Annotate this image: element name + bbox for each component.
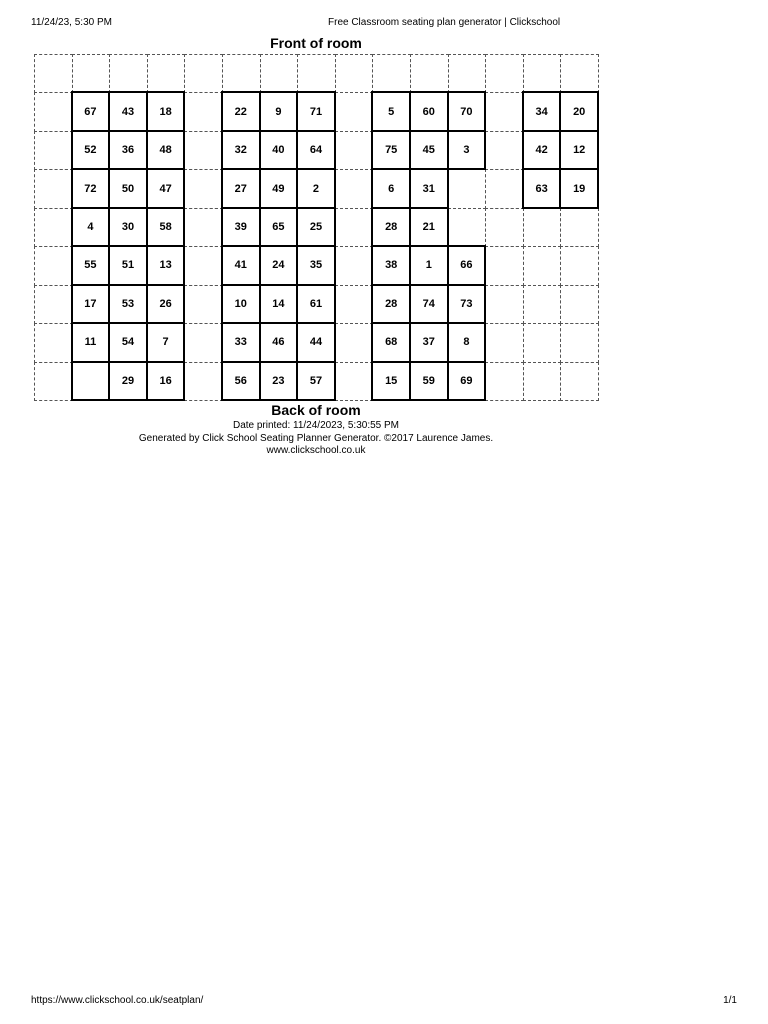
seat-desk: 37 xyxy=(409,322,449,362)
empty-seat-space xyxy=(560,208,599,247)
seat-desk: 47 xyxy=(146,168,186,208)
seat-desk: 19 xyxy=(559,168,599,208)
generated-by: Generated by Click School Seating Planner Generator. ©2017 Laurence James. xyxy=(138,433,494,444)
seat-desk: 34 xyxy=(522,91,562,131)
empty-seat-space xyxy=(34,208,73,247)
seat-desk: 72 xyxy=(71,168,111,208)
empty-seat-space xyxy=(523,323,562,362)
seat-desk: 70 xyxy=(447,91,487,131)
seat-desk: 53 xyxy=(108,284,148,324)
empty-seat-space xyxy=(109,54,148,93)
seat-desk: 40 xyxy=(259,130,299,170)
seat-desk: 22 xyxy=(221,91,261,131)
seat-desk: 31 xyxy=(409,168,449,208)
empty-seat-space xyxy=(485,246,524,285)
empty-seat-space xyxy=(34,92,73,131)
seat-desk: 41 xyxy=(221,245,261,285)
seat-desk: 15 xyxy=(371,361,411,401)
seat-desk: 28 xyxy=(371,284,411,324)
empty-seat-space xyxy=(485,131,524,170)
empty-seat-space xyxy=(147,54,186,93)
seat-desk: 5 xyxy=(371,91,411,131)
seat-desk: 65 xyxy=(259,207,299,247)
empty-seat-space xyxy=(184,169,223,208)
empty-seat-space xyxy=(410,54,449,93)
empty-seat-space xyxy=(34,131,73,170)
seat-desk: 30 xyxy=(108,207,148,247)
empty-seat-space xyxy=(184,131,223,170)
seat-desk: 18 xyxy=(146,91,186,131)
empty-seat-space xyxy=(184,54,223,93)
empty-seat-space xyxy=(448,169,487,208)
seat-desk: 54 xyxy=(108,322,148,362)
seat-desk: 59 xyxy=(409,361,449,401)
seat-desk: 24 xyxy=(259,245,299,285)
empty-seat-space xyxy=(523,362,562,401)
seat-desk: 33 xyxy=(221,322,261,362)
seat-desk: 66 xyxy=(447,245,487,285)
print-datetime: 11/24/23, 5:30 PM xyxy=(31,17,112,28)
seat-desk: 13 xyxy=(146,245,186,285)
page-number: 1/1 xyxy=(723,995,737,1006)
seat-desk: 32 xyxy=(221,130,261,170)
seat-desk: 61 xyxy=(296,284,336,324)
empty-seat-space xyxy=(184,246,223,285)
empty-seat-space xyxy=(34,246,73,285)
empty-seat-space xyxy=(260,54,299,93)
empty-seat-space xyxy=(485,362,524,401)
empty-seat-space xyxy=(485,169,524,208)
empty-seat-space xyxy=(34,169,73,208)
seat-desk: 28 xyxy=(371,207,411,247)
seat-desk: 38 xyxy=(371,245,411,285)
page-title: Free Classroom seating plan generator | Clickschool xyxy=(328,17,561,28)
empty-seat-space xyxy=(335,169,374,208)
seat-desk: 29 xyxy=(108,361,148,401)
seat-desk: 7 xyxy=(146,322,186,362)
seat-desk: 74 xyxy=(409,284,449,324)
seat-desk: 75 xyxy=(371,130,411,170)
seat-desk: 20 xyxy=(559,91,599,131)
seat-desk: 14 xyxy=(259,284,299,324)
empty-seat-space xyxy=(335,131,374,170)
seat-desk: 57 xyxy=(296,361,336,401)
seat-desk: 56 xyxy=(221,361,261,401)
empty-seat-space xyxy=(335,246,374,285)
seat-desk: 23 xyxy=(259,361,299,401)
seat-desk: 51 xyxy=(108,245,148,285)
seat-desk: 48 xyxy=(146,130,186,170)
empty-seat-space xyxy=(184,285,223,324)
seat-desk: 27 xyxy=(221,168,261,208)
empty-seat-space xyxy=(335,323,374,362)
seat-desk xyxy=(71,361,111,401)
empty-seat-space xyxy=(335,362,374,401)
date-printed: Date printed: 11/24/2023, 5:30:55 PM xyxy=(232,420,400,431)
seat-desk: 36 xyxy=(108,130,148,170)
seat-desk: 60 xyxy=(409,91,449,131)
empty-seat-space xyxy=(523,285,562,324)
seat-desk: 49 xyxy=(259,168,299,208)
seat-desk: 16 xyxy=(146,361,186,401)
seat-desk: 44 xyxy=(296,322,336,362)
empty-seat-space xyxy=(184,362,223,401)
empty-seat-space xyxy=(34,285,73,324)
seat-desk: 1 xyxy=(409,245,449,285)
empty-seat-space xyxy=(297,54,336,93)
empty-seat-space xyxy=(72,54,111,93)
seat-desk: 21 xyxy=(409,207,449,247)
empty-seat-space xyxy=(485,285,524,324)
seat-desk: 52 xyxy=(71,130,111,170)
seat-desk: 73 xyxy=(447,284,487,324)
seat-desk: 46 xyxy=(259,322,299,362)
empty-seat-space xyxy=(560,323,599,362)
empty-seat-space xyxy=(523,246,562,285)
seat-desk: 17 xyxy=(71,284,111,324)
empty-seat-space xyxy=(222,54,261,93)
seat-desk: 11 xyxy=(71,322,111,362)
empty-seat-space xyxy=(523,208,562,247)
empty-seat-space xyxy=(485,208,524,247)
empty-seat-space xyxy=(335,54,374,93)
empty-seat-space xyxy=(184,208,223,247)
seat-desk: 10 xyxy=(221,284,261,324)
empty-seat-space xyxy=(335,285,374,324)
seat-desk: 26 xyxy=(146,284,186,324)
seat-desk: 4 xyxy=(71,207,111,247)
empty-seat-space xyxy=(34,323,73,362)
seat-desk: 8 xyxy=(447,322,487,362)
seat-desk: 68 xyxy=(371,322,411,362)
seat-desk: 42 xyxy=(522,130,562,170)
seat-desk: 12 xyxy=(559,130,599,170)
empty-seat-space xyxy=(485,92,524,131)
empty-seat-space xyxy=(485,323,524,362)
empty-seat-space xyxy=(34,362,73,401)
empty-seat-space xyxy=(560,54,599,93)
empty-seat-space xyxy=(523,54,562,93)
seat-desk: 2 xyxy=(296,168,336,208)
empty-seat-space xyxy=(372,54,411,93)
front-of-room-label: Front of room xyxy=(270,35,362,51)
website-link[interactable]: www.clickschool.co.uk xyxy=(266,445,366,456)
empty-seat-space xyxy=(34,54,73,93)
seat-desk: 64 xyxy=(296,130,336,170)
seating-grid xyxy=(34,54,598,400)
seat-desk: 63 xyxy=(522,168,562,208)
empty-seat-space xyxy=(560,362,599,401)
empty-seat-space xyxy=(335,208,374,247)
footer-url: https://www.clickschool.co.uk/seatplan/ xyxy=(31,995,204,1006)
seat-desk: 39 xyxy=(221,207,261,247)
seat-desk: 6 xyxy=(371,168,411,208)
empty-seat-space xyxy=(184,323,223,362)
seat-desk: 25 xyxy=(296,207,336,247)
seat-desk: 67 xyxy=(71,91,111,131)
empty-seat-space xyxy=(560,285,599,324)
seat-desk: 35 xyxy=(296,245,336,285)
seat-desk: 43 xyxy=(108,91,148,131)
empty-seat-space xyxy=(184,92,223,131)
empty-seat-space xyxy=(335,92,374,131)
back-of-room-label: Back of room xyxy=(271,402,361,418)
empty-seat-space xyxy=(560,246,599,285)
seat-desk: 3 xyxy=(447,130,487,170)
seat-desk: 55 xyxy=(71,245,111,285)
seat-desk: 58 xyxy=(146,207,186,247)
empty-seat-space xyxy=(448,208,487,247)
seat-desk: 71 xyxy=(296,91,336,131)
empty-seat-space xyxy=(448,54,487,93)
empty-seat-space xyxy=(485,54,524,93)
seat-desk: 45 xyxy=(409,130,449,170)
seat-desk: 50 xyxy=(108,168,148,208)
seat-desk: 69 xyxy=(447,361,487,401)
seat-desk: 9 xyxy=(259,91,299,131)
